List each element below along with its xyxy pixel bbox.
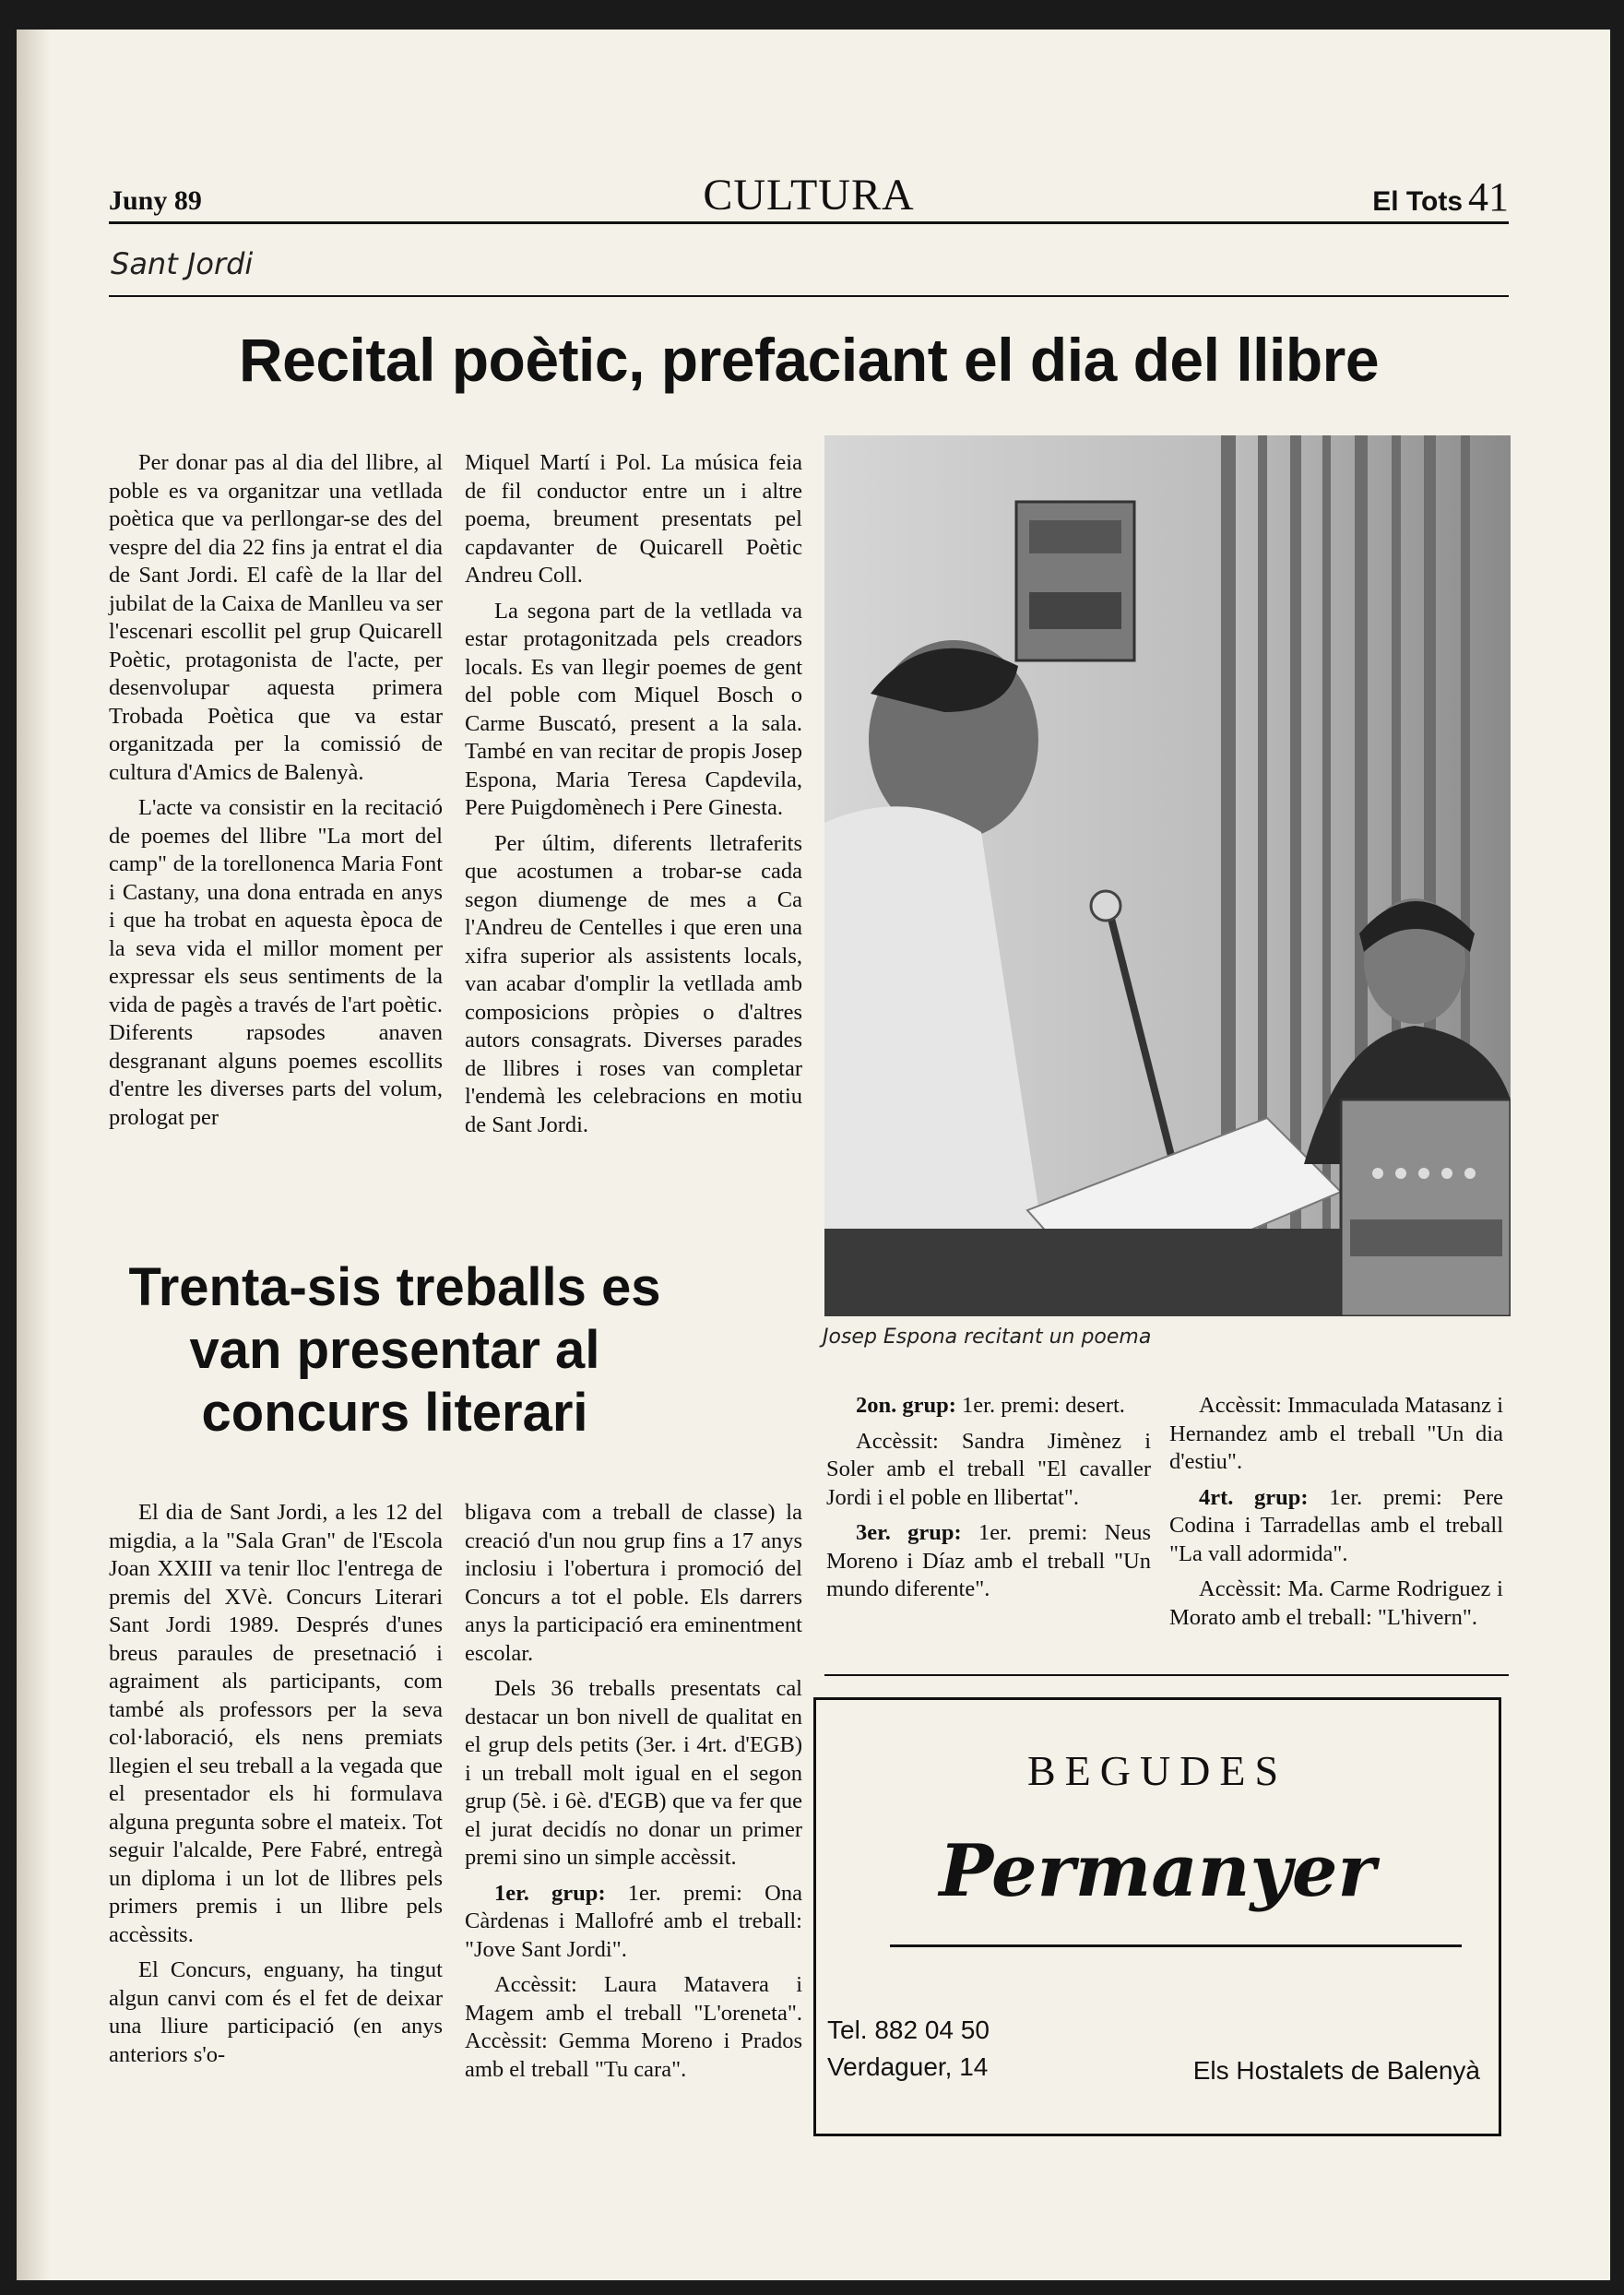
photo-caption: Josep Espona recitant un poema <box>823 1326 1152 1349</box>
header-date: Juny 89 <box>109 185 202 216</box>
article1-paragraph: L'acte va consistir en la recitació de poemes del llibre "La mort del camp" de la torellonenca Maria Font i Castany, una dona entrada en anys i que ha trobat en aquesta època de la seva vida el millor moment per expressar els seus sentiments de la vida de pagès a través de l'art poètic. Diferents rapsodes anaven desgranant alguns poemes escollits d'entre les diverses parts del volum, prologat per <box>109 795 443 1130</box>
ad-brand-logo: Permanyer <box>939 1829 1376 1913</box>
article2-headline: Trenta-sis treballs es van presentar al concurs literari <box>128 1257 661 1443</box>
prize-group-text: 1er. premi: Pere Codina i Tarradellas amb el treball "La vall adormida". <box>1169 1484 1503 1566</box>
article1-paragraph: Per donar pas al dia del llibre, al poble es va organitzar una vetllada poètica que va perllongar-se des del vespre del dia 22 fins ja entrat el dia de Sant Jordi. El cafè de la llar del jubilat de la Caixa de Manlleu va ser l'escenari escollit pel grup Quicarell Poètic, protagonista de l'acte, per desenvolupar aquesta primera Trobada Poètica que va estar organitzada per la comissió de cultura d'Amics de Balenyà. <box>109 450 443 785</box>
article2-column-3 <box>826 1392 1151 1611</box>
kicker-rule <box>109 295 1509 297</box>
prize-group-label: 3er. grup: <box>856 1520 962 1545</box>
header-section-title: CULTURA <box>703 171 915 220</box>
article2-paragraph: bligava com a treball de classe) la creació d'un nou grup fins a 17 anys inclosiu i l'obertura i promoció del Concurs a tot el poble. Els darrers anys la participació era eminentment escolar. <box>465 1500 802 1666</box>
article2-column-4 <box>1169 1392 1503 1639</box>
ad-brand-underline <box>890 1944 1462 1947</box>
publication-name: El Tots <box>1372 186 1463 217</box>
article1-paragraph: Per últim, diferents lletraferits que acostumen a trobar-se cada segon diumenge de mes a Ca l'Andreu de Centelles i que eren una xifra superior als assistents locals, van acabar d'omplir la vetllada amb composicions pròpies o d'altres autors consagrats. Diverses parades de llibres i roses van completar l'endemà les celebracions en motiu de Sant Jordi. <box>465 830 802 1137</box>
article1-column-2 <box>465 449 802 1147</box>
prize-group-1 <box>465 1880 802 1965</box>
prize-accessit: Accèssit: Ma. Carme Rodriguez i Morato amb el treball: "L'hivern". <box>1169 1576 1503 1630</box>
prize-group-label: 4rt. grup: <box>1199 1484 1309 1510</box>
prize-group-text: 1er. premi: Neus Moreno i Díaz amb el treball "Un mundo diferente". <box>826 1520 1151 1601</box>
article2-paragraph: Dels 36 treballs presentats cal destacar un bon nivell de qualitat en el grup dels petits (3er. i 4rt. d'EGB) i un treball molt igual en el segon grup (5è. i 6è. d'EGB) que va fer que el jurat decidís no donar un primer premi sino un simple accèssit. <box>465 1676 802 1870</box>
article2-paragraph: El Concurs, enguany, ha tingut algun canvi com és el fet de deixar una lliure participació (en anys anteriors s'o- <box>109 1957 443 2067</box>
article2-paragraph: El dia de Sant Jordi, a les 12 del migdia, a la "Sala Gran" de l'Escola Joan XXIII va tenir lloc l'entrega de premis del XVè. Concurs Literari Sant Jordi 1989. Després d'unes breus paraules de presetnació i agraiment als participants, com també als professors per la seva col·laboració, els nens premiats llegien el seu treball a la vegada que el presentador els hi formulava alguna pregunta sobre el mateix. Tot seguir l'alcalde, Pere Fabré, entregà un diploma i un lot de llibres pels primers premis i un llibre pels accèssits. <box>109 1500 443 1947</box>
photo-illustration <box>824 435 1511 1316</box>
prize-group-label: 1er. grup: <box>494 1880 606 1906</box>
prize-group-label: 2on. grup: <box>856 1393 956 1418</box>
article-photo <box>824 435 1511 1316</box>
page-spine-shadow <box>17 30 50 2280</box>
page-number: 41 <box>1468 174 1509 220</box>
prize-accessit: Accèssit: Immaculada Matasanz i Hernandez amb el treball "Un dia d'estiu". <box>1169 1393 1503 1474</box>
header-publication <box>1372 173 1509 220</box>
prize-group-2 <box>826 1392 1151 1421</box>
ad-address: Verdaguer, 14 <box>827 2052 989 2081</box>
prize-accessit: Accèssit: Laura Matavera i Magem amb el treball "L'oreneta". Accèssit: Gemma Moreno i Prados amb el treball "Tu cara". <box>465 1972 802 2082</box>
article1-column-1 <box>109 449 443 1139</box>
ad-heading: BEGUDES <box>1026 1747 1288 1794</box>
header-rule <box>109 221 1509 224</box>
ad-telephone: Tel. 882 04 50 <box>827 2016 990 2044</box>
prize-accessit: Accèssit: Sandra Jimènez i Soler amb el treball "El cavaller Jordi i el poble en llibertat". <box>826 1428 1151 1510</box>
ad-town: Els Hostalets de Balenyà <box>1192 2056 1480 2085</box>
article-headline: Recital poètic, prefaciant el dia del llibre <box>238 326 1380 394</box>
article-kicker: Sant Jordi <box>111 246 254 281</box>
article2-column-2 <box>465 1499 802 2091</box>
magazine-page <box>17 30 1610 2280</box>
ad-separator-rule <box>824 1674 1509 1676</box>
prize-group-text: 1er. premi: Ona Càrdenas i Mallofré amb el treball: "Jove Sant Jordi". <box>465 1880 802 1962</box>
prize-group-text: 1er. premi: desert. <box>955 1393 1125 1418</box>
prize-group-4 <box>1169 1484 1503 1569</box>
article1-paragraph: La segona part de la vetllada va estar protagonitzada pels creadors locals. Es van llegir poemes de gent del poble com Miquel Bosch o Carme Buscató, present a la sala. També en van recitar de propis Josep Espona, Maria Teresa Capdevila, Pere Puigdomènech i Pere Ginesta. <box>465 598 802 820</box>
page-header <box>109 154 1509 228</box>
prize-group-3 <box>826 1519 1151 1604</box>
article2-column-1 <box>109 1499 443 2076</box>
article1-paragraph: Miquel Martí i Pol. La música feia de fil conductor entre un i altre poema, breument presentats pel capdavanter de Quicarell Poètic Andreu Coll. <box>465 450 802 588</box>
advertisement-box <box>813 1697 1501 2136</box>
